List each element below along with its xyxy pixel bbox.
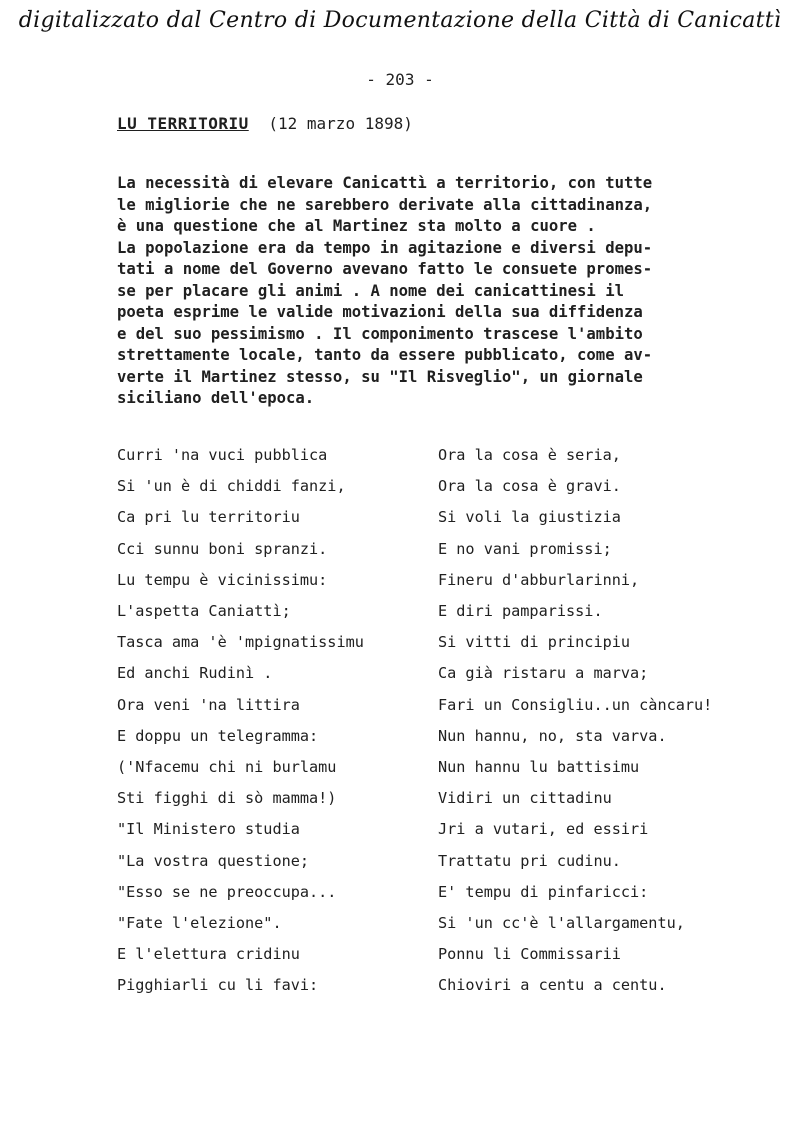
poem-title-date: (12 marzo 1898) [268, 114, 413, 133]
intro-line: La popolazione era da tempo in agitazione e diversi depu- [117, 238, 653, 257]
poem-verse: Vidiri un cittadinu [438, 789, 612, 808]
intro-line: tati a nome del Governo avevano fatto le consuete promes- [117, 260, 653, 278]
poem-verse: Lu tempu è vicinissimu: [117, 570, 328, 589]
poem-verse: E doppu un telegramma: [117, 726, 319, 745]
poem-verse: "Il Ministero studia [117, 820, 300, 839]
intro-line: le migliorie che ne sarebbero derivate alla cittadinanza, [117, 195, 653, 214]
intro-line: verte il Martinez stesso, su "Il Risveglio", un giornale [117, 367, 643, 386]
poem-verse: Ca già ristaru a marva; [438, 664, 649, 683]
poem-verse: Si vitti di principiu [438, 633, 631, 652]
poem-verse: "Esso se ne preoccupa... [117, 882, 337, 901]
poem-verse: Fari un Consigliu..un càncaru! [438, 695, 713, 714]
poem-verse: Ora la cosa è gravi. [438, 477, 621, 496]
intro-line: e del suo pessimismo . Il componimento trascese l'ambito [117, 324, 643, 343]
poem-verse: ('Nfacemu chi ni burlamu [117, 758, 337, 777]
poem-verse: Si 'un è di chiddi fanzi, [117, 477, 346, 496]
poem-verse: Fineru d'abburlarinni, [438, 570, 640, 589]
intro-line: siciliano dell'epoca. [117, 389, 315, 407]
intro-paragraph [117, 173, 747, 410]
intro-line: se per placare gli animi . A nome dei canicattinesi il [117, 281, 624, 300]
poem-title-name: LU TERRITORIU [117, 114, 249, 133]
poem-verse: Curri 'na vuci pubblica [117, 446, 328, 464]
poem-right-column [438, 440, 712, 1002]
poem-verse: E l'elettura cridinu [117, 945, 300, 964]
intro-line: poeta esprime le valide motivazioni della sua diffidenza [117, 303, 643, 321]
intro-line: è una questione che al Martinez sta molto a cuore . [117, 217, 596, 235]
poem-verse: Sti figghi di sò mamma!) [117, 789, 337, 808]
poem-verse: Ed anchi Rudinì . [117, 664, 273, 683]
poem-verse: Cci sunnu boni spranzi. [117, 539, 328, 558]
intro-line: strettamente locale, tanto da essere pubblicato, come av- [117, 346, 653, 364]
poem-verse: Nun hannu, no, sta varva. [438, 726, 667, 745]
poem-verse: Jri a vutari, ed essiri [438, 820, 649, 839]
poem-left-column [117, 440, 364, 1002]
poem-verse: E' tempu di pinfaricci: [438, 882, 649, 901]
poem-title [117, 114, 413, 133]
poem-verse: Chioviri a centu a centu. [438, 976, 667, 995]
poem-verse: Trattatu pri cudinu. [438, 851, 621, 870]
poem-verse: Ora veni 'na littira [117, 695, 300, 714]
poem-verse: L'aspetta Caniattì; [117, 602, 291, 621]
page-number: - 203 - [366, 70, 434, 89]
poem-verse: E no vani promissi; [438, 539, 612, 558]
poem-verse: Tasca ama 'è 'mpignatissimu [117, 633, 364, 652]
poem-verse: Ora la cosa è seria, [438, 446, 621, 464]
poem-verse: Ca pri lu territoriu [117, 508, 300, 527]
intro-line: La necessità di elevare Canicattì a territorio, con tutte [117, 174, 653, 192]
poem-verse: E diri pamparissi. [438, 602, 603, 621]
poem-verse: Si voli la giustizia [438, 508, 621, 527]
poem-verse: Nun hannu lu battisimu [438, 758, 640, 777]
poem-verse: "Fate l'elezione". [117, 914, 282, 933]
poem-verse: Ponnu li Commissarii [438, 945, 621, 964]
poem-verse: "La vostra questione; [117, 851, 310, 870]
poem-verse: Si 'un cc'è l'allargamentu, [438, 914, 685, 933]
poem-verse: Pigghiarli cu li favi: [117, 976, 319, 995]
digitization-header: digitalizzato dal Centro di Documentazione della Città di Canicattì [18, 8, 782, 33]
